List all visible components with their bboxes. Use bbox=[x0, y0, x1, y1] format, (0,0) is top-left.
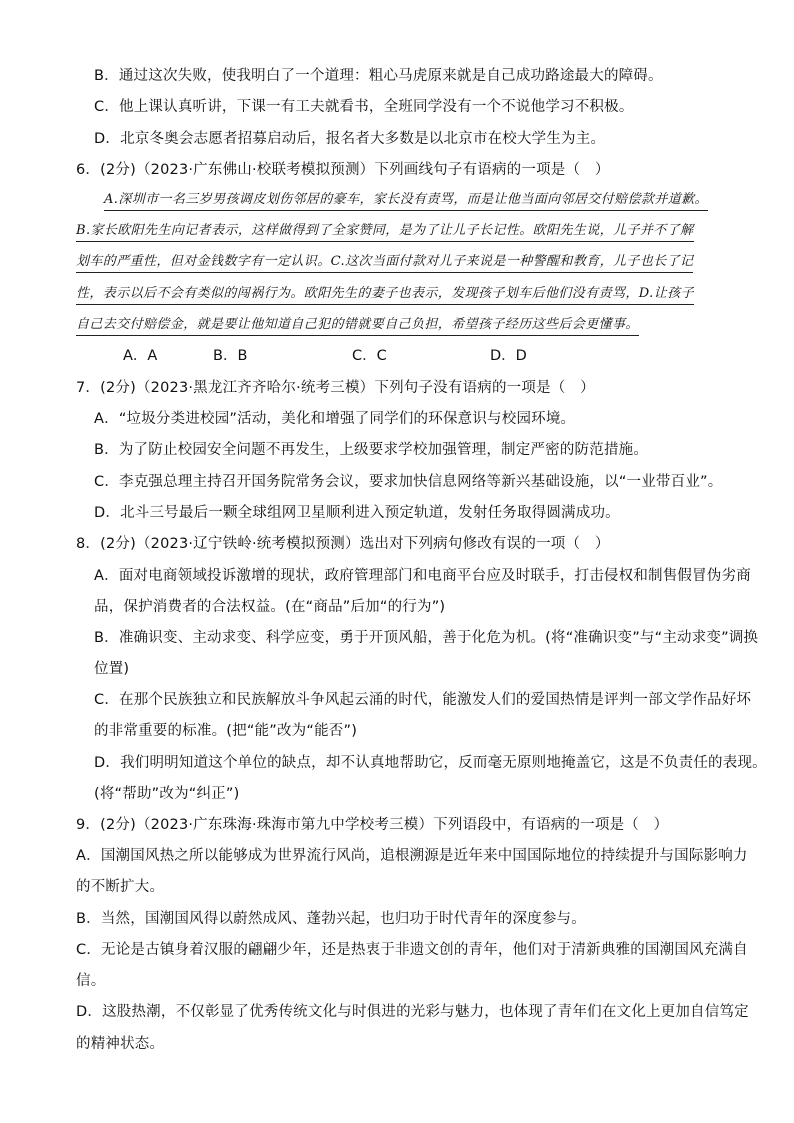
q8-option-d-line-2: (将“帮助”改为“纠正”) bbox=[94, 786, 240, 802]
q6-stem: 6．(2分)（2023·广东佛山·校联考模拟预测）下列画线句子有语病的一项是（ ） bbox=[76, 162, 610, 178]
q9-option-d-line-1: D．这股热潮，不仅彰显了优秀传统文化与时俱进的光彩与魅力，也体现了青年们在文化上更加自信笃定 bbox=[76, 1004, 749, 1020]
q6-passage-line-5: 自己去交付赔偿金，就是要让他知道自己犯的错就要自己负担，希望孩子经历这些后会更懂事。 bbox=[76, 315, 639, 336]
q6-passage-line-3: 划车的严重性，但对金钱数字有一定认识。C.这次当面付款对儿子来说是一种警醒和教育，儿子也长了记 bbox=[76, 252, 693, 273]
q9-option-c-line-1: C．无论是古镇身着汉服的翩翩少年，还是热衷于非遗文创的青年，他们对于清新典雅的国潮国风充满自 bbox=[76, 942, 748, 958]
q5-option-d: D．北京冬奥会志愿者招募启动后，报名者大多数是以北京市在校大学生为主。 bbox=[94, 131, 606, 147]
q8-option-b-line-2: 位置) bbox=[94, 661, 130, 677]
q8-option-a-line-1: A．面对电商领域投诉激增的现状，政府管理部门和电商平台应及时联手，打击侵权和制售假冒伪劣商 bbox=[94, 568, 751, 584]
q8-option-c-line-1: C．在那个民族独立和民族解放斗争风起云涌的时代，能激发人们的爱国热情是评判一部文学作品好坏 bbox=[94, 692, 752, 708]
q9-option-c-line-2: 信。 bbox=[76, 973, 106, 989]
q6-option-a: A．A bbox=[123, 348, 158, 364]
q6-passage-line-2: B.家长欧阳先生向记者表示，这样做得到了全家赞同，是为了让儿子长记性。欧阳先生说，儿子并不了解 bbox=[76, 221, 694, 242]
q7-option-c: C．李克强总理主持召开国务院常务会议，要求加快信息网络等新兴基础设施，以“一业带百业”。 bbox=[94, 474, 723, 490]
q7-option-d: D．北斗三号最后一颗全球组网卫星顺利进入预定轨道，发射任务取得圆满成功。 bbox=[94, 505, 620, 521]
q6-option-b: B．B bbox=[213, 348, 248, 364]
q6-option-c: C．C bbox=[352, 348, 387, 364]
q7-option-b: B．为了防止校园安全问题不再发生，上级要求学校加强管理，制定严密的防范措施。 bbox=[94, 442, 649, 458]
q7-stem: 7．(2分)（2023·黑龙江齐齐哈尔·统考三模）下列句子没有语病的一项是（ ） bbox=[76, 380, 595, 396]
q9-option-d-line-2: 的精神状态。 bbox=[76, 1036, 165, 1052]
q5-option-b: B．通过这次失败，使我明白了一个道理：粗心马虎原来就是自己成功路途最大的障碍。 bbox=[94, 68, 663, 84]
q5-option-c: C．他上课认真听讲，下课一有工夫就看书，全班同学没有一个不说他学习不积极。 bbox=[94, 99, 634, 115]
q8-option-d-line-1: D．我们明明知道这个单位的缺点，却不认真地帮助它，反而毫无原则地掩盖它，这是不负责任的表现。 bbox=[94, 755, 767, 771]
q6-option-d: D．D bbox=[490, 348, 527, 364]
q9-option-a-line-2: 的不断扩大。 bbox=[76, 879, 165, 895]
q8-option-c-line-2: 的非常重要的标准。(把“能”改为“能否”) bbox=[94, 723, 358, 739]
q8-option-b-line-1: B．准确识变、主动求变、科学应变，勇于开顶风船，善于化危为机。(将“准确识变”与“主动求变”调换 bbox=[94, 630, 759, 646]
q8-stem: 8．(2分)（2023·辽宁铁岭·统考模拟预测）选出对下列病句修改有误的一项（ ） bbox=[76, 536, 610, 552]
q8-option-a-line-2: 品，保护消费者的合法权益。(在“商品”后加“的行为”) bbox=[94, 599, 446, 615]
q6-passage-line-4: 性，表示以后不会有类似的闯祸行为。欧阳先生的妻子也表示，发现孩子划车后他们没有责骂，D.让孩子 bbox=[76, 284, 694, 305]
q6-passage-line-1: A.深圳市一名三岁男孩调皮划伤邻居的豪车，家长没有责骂，而是让他当面向邻居交付赔偿款并道歉。 bbox=[104, 190, 708, 211]
q9-option-b: B．当然，国潮国风得以蔚然成风、蓬勃兴起，也归功于时代青年的深度参与。 bbox=[76, 911, 586, 927]
q7-option-a: A．“垃圾分类进校园”活动，美化和增强了同学们的环保意识与校园环境。 bbox=[94, 411, 576, 427]
q9-stem: 9．(2分)（2023·广东珠海·珠海市第九中学校考三模）下列语段中，有语病的一项是（ ） bbox=[76, 817, 669, 833]
q9-option-a-line-1: A．国潮国风热之所以能够成为世界流行风尚，追根溯源是近年来中国国际地位的持续提升与国际影响力 bbox=[76, 848, 748, 864]
